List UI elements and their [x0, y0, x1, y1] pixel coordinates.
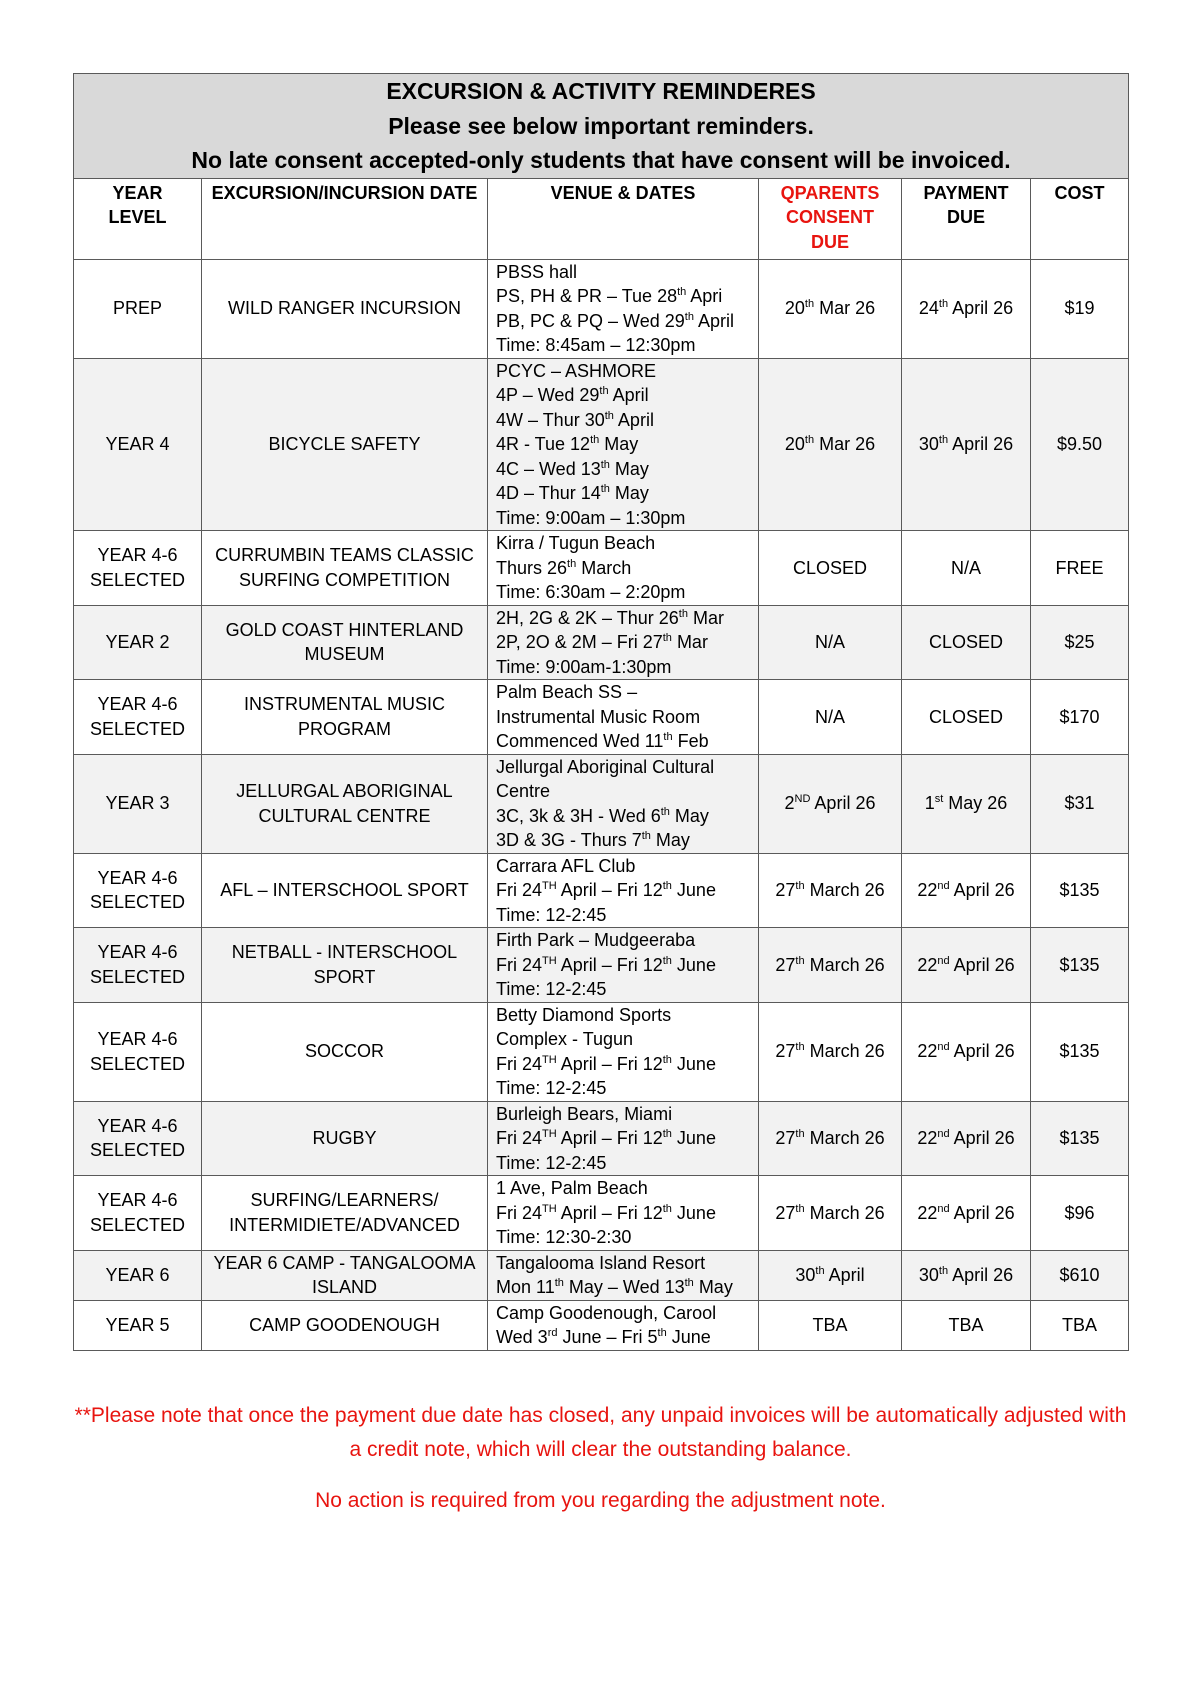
venue-line: Time: 9:00am-1:30pm: [496, 656, 672, 677]
consent-due-cell: 27th March 26: [759, 1002, 902, 1101]
year-level-cell: YEAR 4-6 SELECTED: [74, 531, 202, 606]
venue-line: 3C, 3k & 3H - Wed 6th May: [496, 805, 709, 826]
venue-line: Mon 11th May – Wed 13th May: [496, 1277, 733, 1297]
payment-due-cell: N/A: [902, 531, 1031, 606]
venue-line: Camp Goodenough, Carool: [496, 1302, 717, 1323]
table-row: [74, 1176, 1129, 1251]
consent-due-cell: N/A: [759, 680, 902, 755]
venue-line: 4R - Tue 12th May: [496, 434, 639, 454]
venue-line: PB, PC & PQ – Wed 29th April: [496, 310, 734, 331]
venue-line: 2P, 2O & 2M – Fri 27th Mar: [496, 632, 708, 652]
consent-due-cell: CLOSED: [759, 531, 902, 606]
activity-cell: SOCCOR: [202, 1002, 488, 1101]
venue-line: PCYC – ASHMORE: [496, 360, 657, 381]
activity-cell: CURRUMBIN TEAMS CLASSIC SURFING COMPETITION: [202, 531, 488, 606]
activity-cell: NETBALL - INTERSCHOOL SPORT: [202, 928, 488, 1003]
table-row: [74, 1101, 1129, 1176]
venue-cell: [488, 1250, 759, 1300]
consent-due-cell: 20th Mar 26: [759, 259, 902, 358]
venue-line: 3D & 3G - Thurs 7th May: [496, 830, 690, 850]
col-consent-due: QPARENTS CONSENT DUE: [759, 178, 902, 259]
venue-line: Carrara AFL Club: [496, 855, 636, 876]
venue-cell: [488, 259, 759, 358]
cost-cell: $135: [1031, 928, 1129, 1003]
activity-cell: CAMP GOODENOUGH: [202, 1300, 488, 1350]
venue-line: 4W – Thur 30th April: [496, 409, 654, 430]
consent-due-cell: 27th March 26: [759, 1176, 902, 1251]
table-row: [74, 754, 1129, 853]
venue-line: Time: 12:30-2:30: [496, 1227, 632, 1247]
venue-cell: [488, 928, 759, 1003]
activity-cell: YEAR 6 CAMP - TANGALOOMA ISLAND: [202, 1250, 488, 1300]
cost-cell: TBA: [1031, 1300, 1129, 1350]
credit-note-notice: **Please note that once the payment due date has closed, any unpaid invoices will be automatically adjusted with a credit note, which will clear the outstanding balance.: [74, 1404, 1127, 1461]
payment-due-cell: 22nd April 26: [902, 1002, 1031, 1101]
banner-subtitle: Please see below important reminders.: [388, 112, 814, 139]
venue-line: Wed 3rd June – Fri 5th June: [496, 1327, 711, 1347]
payment-due-cell: CLOSED: [902, 680, 1031, 755]
cost-cell: $19: [1031, 259, 1129, 358]
venue-cell: [488, 1176, 759, 1251]
year-level-cell: YEAR 2: [74, 605, 202, 680]
venue-line: Thurs 26th March: [496, 557, 632, 578]
venue-line: PBSS hall: [496, 261, 578, 282]
venue-line: Instrumental Music Room: [496, 706, 701, 727]
venue-line: Time: 6:30am – 2:20pm: [496, 582, 686, 602]
venue-line: Complex - Tugun: [496, 1029, 634, 1049]
venue-line: 1 Ave, Palm Beach: [496, 1178, 648, 1198]
consent-due-cell: 2ND April 26: [759, 754, 902, 853]
consent-due-cell: 27th March 26: [759, 853, 902, 928]
consent-due-cell: 20th Mar 26: [759, 358, 902, 531]
venue-line: Firth Park – Mudgeeraba: [496, 930, 696, 950]
payment-due-cell: 22nd April 26: [902, 853, 1031, 928]
year-level-cell: YEAR 6: [74, 1250, 202, 1300]
col-payment-due: PAYMENT DUE: [902, 178, 1031, 259]
venue-line: Centre: [496, 781, 551, 801]
venue-line: Time: 9:00am – 1:30pm: [496, 507, 686, 528]
activity-cell: WILD RANGER INCURSION: [202, 259, 488, 358]
activity-cell: RUGBY: [202, 1101, 488, 1176]
activity-cell: GOLD COAST HINTERLAND MUSEUM: [202, 605, 488, 680]
cost-cell: $96: [1031, 1176, 1129, 1251]
col-cost: COST: [1031, 178, 1129, 259]
table-body: [74, 259, 1129, 1350]
payment-due-cell: 30th April 26: [902, 358, 1031, 531]
year-level-cell: YEAR 4-6 SELECTED: [74, 853, 202, 928]
cost-cell: $170: [1031, 680, 1129, 755]
activity-cell: BICYCLE SAFETY: [202, 358, 488, 531]
venue-line: Fri 24TH April – Fri 12th June: [496, 1053, 716, 1074]
venue-line: Time: 8:45am – 12:30pm: [496, 335, 696, 355]
venue-cell: [488, 1101, 759, 1176]
venue-line: Time: 12-2:45: [496, 1152, 607, 1173]
venue-cell: [488, 754, 759, 853]
consent-due-cell: N/A: [759, 605, 902, 680]
reminders-table: [73, 73, 1129, 1351]
activity-cell: INSTRUMENTAL MUSIC PROGRAM: [202, 680, 488, 755]
activity-cell: AFL – INTERSCHOOL SPORT: [202, 853, 488, 928]
table-row: [74, 928, 1129, 1003]
payment-due-cell: 24th April 26: [902, 259, 1031, 358]
venue-cell: [488, 1002, 759, 1101]
venue-line: 4C – Wed 13th May: [496, 458, 649, 479]
payment-due-cell: 30th April 26: [902, 1250, 1031, 1300]
cost-cell: $135: [1031, 1101, 1129, 1176]
cost-cell: $31: [1031, 754, 1129, 853]
banner-warning: No late consent accepted-only students that have consent will be invoiced.: [191, 147, 1011, 173]
consent-due-cell: TBA: [759, 1300, 902, 1350]
header-row: [74, 178, 1129, 259]
cost-cell: $135: [1031, 1002, 1129, 1101]
venue-line: Time: 12-2:45: [496, 979, 607, 999]
venue-line: Time: 12-2:45: [496, 904, 607, 925]
col-excursion: EXCURSION/INCURSION DATE: [202, 178, 488, 259]
payment-due-cell: 1st May 26: [902, 754, 1031, 853]
venue-cell: [488, 1300, 759, 1350]
venue-line: Betty Diamond Sports: [496, 1004, 672, 1025]
venue-line: Commenced Wed 11th Feb: [496, 731, 709, 751]
payment-due-cell: CLOSED: [902, 605, 1031, 680]
table-row: [74, 1250, 1129, 1300]
no-action-notice: No action is required from you regarding the adjustment note.: [315, 1489, 886, 1512]
cost-cell: $135: [1031, 853, 1129, 928]
venue-line: 4P – Wed 29th April: [496, 385, 649, 405]
venue-line: Kirra / Tugun Beach: [496, 533, 656, 553]
consent-due-cell: 30th April: [759, 1250, 902, 1300]
venue-line: Palm Beach SS –: [496, 682, 638, 702]
cost-cell: $25: [1031, 605, 1129, 680]
payment-due-cell: 22nd April 26: [902, 1101, 1031, 1176]
year-level-cell: YEAR 4: [74, 358, 202, 531]
year-level-cell: YEAR 5: [74, 1300, 202, 1350]
year-level-cell: YEAR 4-6 SELECTED: [74, 1002, 202, 1101]
col-year-level: YEAR LEVEL: [74, 178, 202, 259]
venue-line: Fri 24TH April – Fri 12th June: [496, 954, 716, 975]
venue-line: Burleigh Bears, Miami: [496, 1103, 673, 1124]
payment-due-cell: 22nd April 26: [902, 928, 1031, 1003]
venue-line: Time: 12-2:45: [496, 1078, 607, 1098]
activity-cell: JELLURGAL ABORIGINAL CULTURAL CENTRE: [202, 754, 488, 853]
year-level-cell: YEAR 4-6 SELECTED: [74, 680, 202, 755]
year-level-cell: YEAR 3: [74, 754, 202, 853]
banner: [74, 74, 1129, 179]
cost-cell: $610: [1031, 1250, 1129, 1300]
venue-cell: [488, 531, 759, 606]
table-row: [74, 680, 1129, 755]
table-row: [74, 259, 1129, 358]
venue-line: Fri 24TH April – Fri 12th June: [496, 1128, 716, 1148]
year-level-cell: YEAR 4-6 SELECTED: [74, 928, 202, 1003]
consent-due-cell: 27th March 26: [759, 928, 902, 1003]
year-level-cell: YEAR 4-6 SELECTED: [74, 1101, 202, 1176]
venue-line: Fri 24TH April – Fri 12th June: [496, 880, 716, 900]
col-venue: VENUE & DATES: [488, 178, 759, 259]
payment-due-cell: TBA: [902, 1300, 1031, 1350]
venue-cell: [488, 680, 759, 755]
venue-line: 2H, 2G & 2K – Thur 26th Mar: [496, 607, 724, 628]
venue-cell: [488, 358, 759, 531]
cost-cell: FREE: [1031, 531, 1129, 606]
table-row: [74, 853, 1129, 928]
table-row: [74, 358, 1129, 531]
venue-cell: [488, 853, 759, 928]
table-row: [74, 605, 1129, 680]
payment-due-cell: 22nd April 26: [902, 1176, 1031, 1251]
table-row: [74, 531, 1129, 606]
venue-line: Tangalooma Island Resort: [496, 1252, 706, 1273]
venue-cell: [488, 605, 759, 680]
venue-line: Fri 24TH April – Fri 12th June: [496, 1202, 716, 1223]
venue-line: Jellurgal Aboriginal Cultural: [496, 756, 715, 777]
venue-line: 4D – Thur 14th May: [496, 483, 649, 503]
table-row: [74, 1002, 1129, 1101]
table-row: [74, 1300, 1129, 1350]
consent-due-cell: 27th March 26: [759, 1101, 902, 1176]
activity-cell: SURFING/LEARNERS/ INTERMIDIETE/ADVANCED: [202, 1176, 488, 1251]
banner-title: EXCURSION & ACTIVITY REMINDERES: [386, 78, 816, 104]
year-level-cell: YEAR 4-6 SELECTED: [74, 1176, 202, 1251]
cost-cell: $9.50: [1031, 358, 1129, 531]
year-level-cell: PREP: [74, 259, 202, 358]
venue-line: PS, PH & PR – Tue 28th Apri: [496, 286, 723, 306]
